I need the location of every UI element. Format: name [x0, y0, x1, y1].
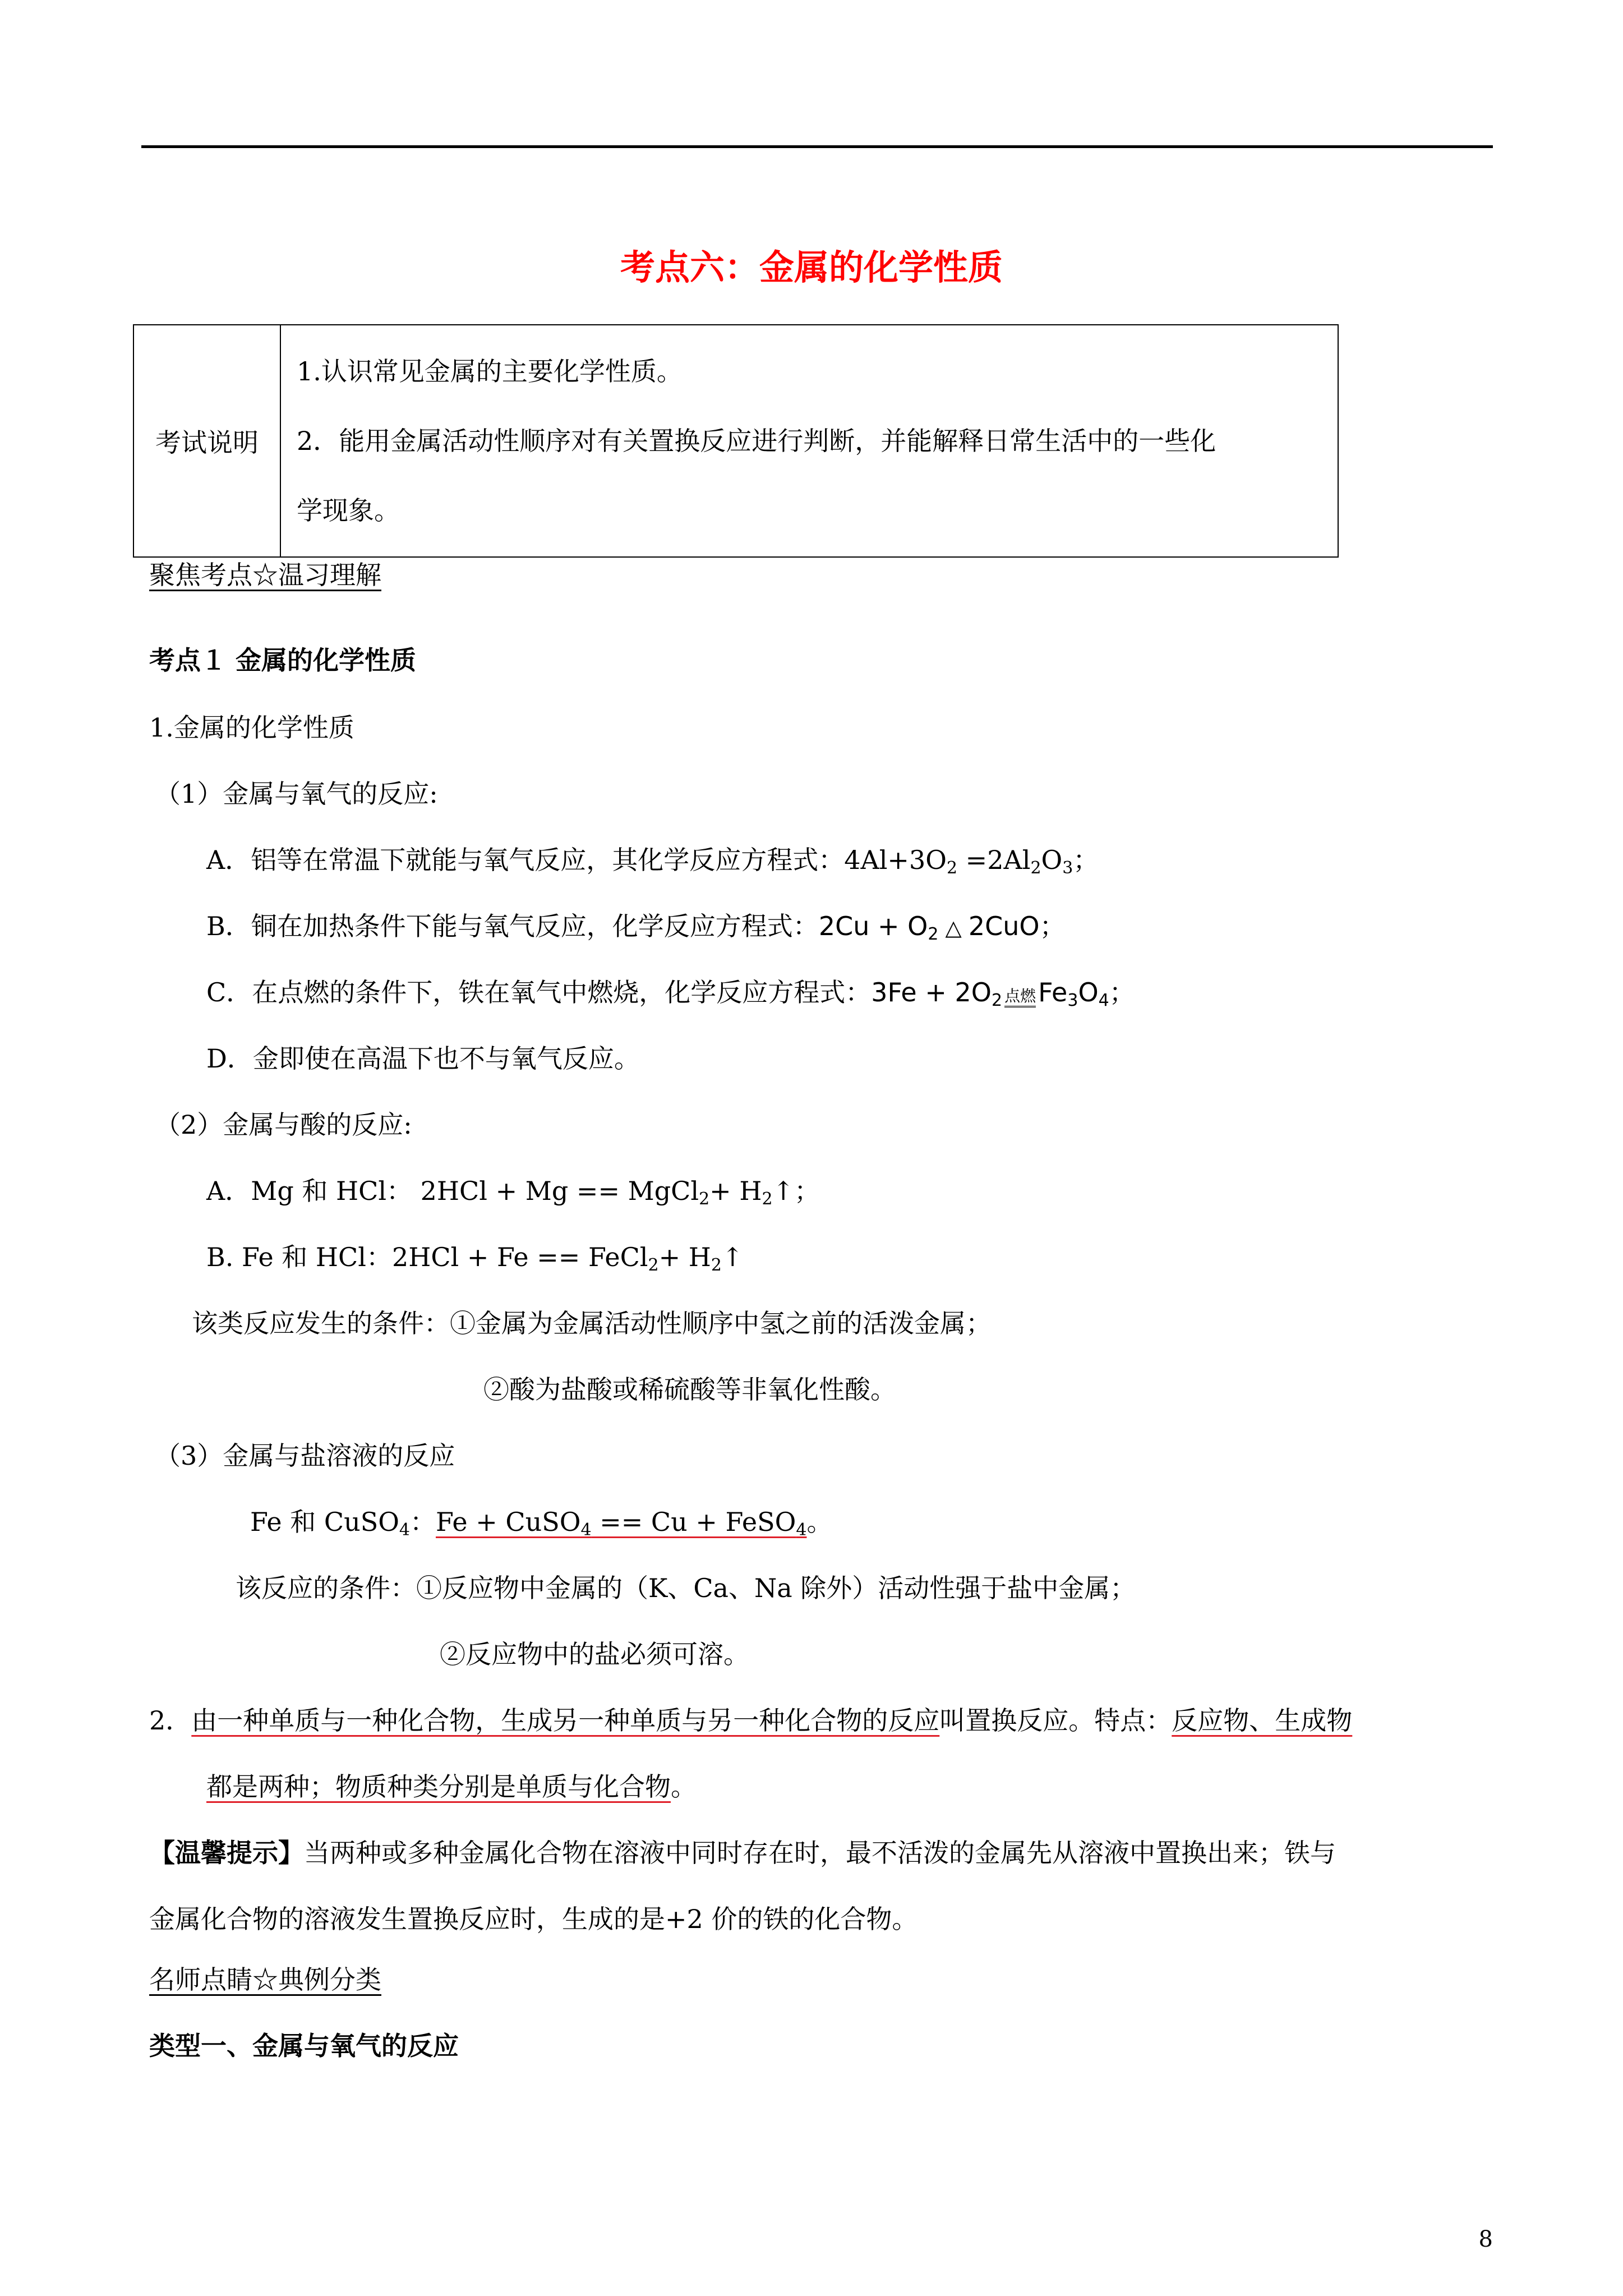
sub2-heading: （2）金属与酸的反应:: [155, 1110, 412, 1140]
section-heading-focus: 聚焦考点☆温习理解: [149, 560, 381, 590]
item-2-line-1: 2．由一种单质与一种化合物，生成另一种单质与另一种化合物的反应叫置换反应。特点：反应物、生成物: [149, 1705, 1353, 1736]
sub3-condition-2: ②反应物中的盐必须可溶。: [440, 1639, 749, 1669]
sub1-a-equation: $4Al+3O_2 =2Al_2O_3$；: [844, 845, 1099, 878]
item-1-heading: 1.金属的化学性质: [149, 712, 354, 743]
exam-table-content: [280, 325, 1338, 557]
exam-description-table: [133, 324, 1339, 558]
item-2-feature-part2: 都是两种；物质种类分别是单质与化合物: [206, 1772, 671, 1802]
item-2-definition: 由一种单质与一种化合物，生成另一种单质与另一种化合物的反应: [191, 1705, 940, 1736]
exam-line-1: 1.认识常见金属的主要化学性质。: [297, 356, 683, 386]
sub1-a-text: A．铝等在常温下就能与氧气反应，其化学反应方程式：: [206, 845, 845, 875]
exam-line-2: 2．能用金属活动性顺序对有关置换反应进行判断，并能解释日常生活中的一些化: [297, 426, 1216, 456]
exam-line-3: 学现象。: [297, 495, 400, 526]
sub1-line-b: [206, 911, 1066, 945]
sub1-line-a: [206, 845, 1099, 878]
tip-line-1: 【温馨提示】当两种或多种金属化合物在溶液中同时存在时，最不活泼的金属先从溶液中置换出来；铁与: [149, 1838, 1336, 1868]
page-title: 考点六：金属的化学性质: [620, 247, 1003, 288]
sub1-line-c: [206, 977, 1135, 1011]
item-2-line-2: 都是两种；物质种类分别是单质与化合物。: [206, 1772, 697, 1802]
sub1-b-equation: $2Cu + O_2$ △ 2CuO；: [818, 911, 1066, 944]
sub2-condition-1: 该类反应发生的条件：①金属为金属活动性顺序中氢之前的活泼金属；: [192, 1308, 992, 1338]
sub2-line-b: B. Fe 和 HCl：2HCl + Fe == FeCl$_2$+ $H_2↑$: [206, 1242, 744, 1275]
sub3-equation-underlined: Fe + CuSO$_4$ == Cu + FeSO$_4$: [436, 1507, 807, 1540]
exam-table-header: 考试说明: [133, 325, 280, 557]
sub2-line-a: A．Mg 和 HCl： 2HCl + Mg == MgCl$_2$+ $H_2↑$；: [206, 1176, 820, 1209]
tip-label: 【温馨提示】: [149, 1838, 304, 1868]
sub3-condition-1: 该反应的条件：①反应物中金属的（K、Ca、Na 除外）活动性强于盐中金属；: [236, 1573, 1136, 1603]
sub1-b-text: B．铜在加热条件下能与氧气反应，化学反应方程式：: [206, 911, 819, 941]
page-number: 8: [1478, 2226, 1493, 2252]
heat-symbol: △: [938, 915, 969, 940]
sub1-line-d: D．金即使在高温下也不与氧气反应。: [206, 1043, 640, 1074]
section-heading-examples: 名师点睛☆典例分类: [149, 1964, 381, 1995]
header-rule: [141, 145, 1493, 148]
ignite-condition: 点燃: [1004, 988, 1036, 1010]
sub3-equation-line: Fe 和 CuSO$_4$：Fe + CuSO$_4$ == Cu + FeSO$_4$。: [250, 1507, 833, 1540]
sub1-c-text: C．在点燃的条件下，铁在氧气中燃烧，化学反应方程式：: [206, 977, 872, 1007]
sub1-heading: （1）金属与氧气的反应:: [155, 779, 438, 809]
kaodian-1-heading: 考点１ 金属的化学性质: [149, 645, 417, 675]
type-1-heading: 类型一、金属与氧气的反应: [149, 2031, 459, 2061]
item-2-feature-part1: 反应物、生成物: [1172, 1705, 1353, 1736]
tip-line-2: 金属化合物的溶液发生置换反应时，生成的是+2 价的铁的化合物。: [149, 1904, 918, 1934]
sub1-c-equation: $3Fe + 2O_2$ 点燃 $Fe_3O_4$；: [871, 977, 1135, 1010]
sub2-condition-2: ②酸为盐酸或稀硫酸等非氧化性酸。: [483, 1374, 896, 1405]
sub3-heading: （3）金属与盐溶液的反应: [155, 1441, 455, 1471]
